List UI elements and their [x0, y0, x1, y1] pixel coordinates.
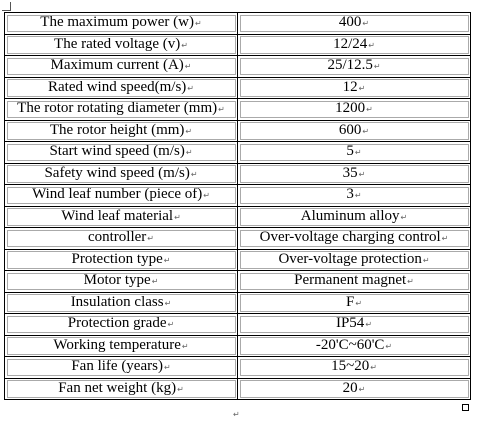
cell-end-mark: ↵: [368, 40, 375, 50]
spec-value: 3: [346, 186, 354, 203]
spec-value: 15~20: [331, 358, 370, 375]
spec-label-cell: [5, 56, 238, 78]
cell-end-mark: ↵: [151, 277, 159, 287]
spec-label-cell: [5, 357, 238, 379]
cell-end-mark: ↵: [181, 40, 188, 50]
cell-end-mark: ↵: [147, 234, 154, 244]
table-row: [5, 335, 471, 357]
spec-label-cell: [5, 142, 238, 164]
spec-label: Rated wind speed(m/s): [47, 78, 187, 95]
spec-label-cell: [5, 228, 238, 250]
table-row: [5, 357, 471, 379]
spec-label: Maximum current (A): [50, 57, 184, 74]
spec-label-cell: [5, 120, 238, 142]
spec-value-cell: [238, 335, 471, 357]
spec-label: Fan net weight (kg): [58, 379, 177, 396]
spec-label: The maximum power (w): [40, 14, 194, 31]
spec-label-cell: [5, 163, 238, 185]
cell-end-mark: ↵: [362, 126, 370, 136]
table-row: [5, 77, 471, 99]
cell-end-mark: ↵: [195, 19, 202, 29]
spec-label: controller: [87, 229, 147, 246]
spec-value: Aluminum alloy: [300, 207, 400, 224]
table-row: [5, 271, 471, 293]
spec-value: -20'C~60'C: [315, 336, 385, 353]
table-row: [5, 292, 471, 314]
spec-label-cell: [5, 13, 238, 35]
cell-end-mark: ↵: [358, 384, 366, 394]
cell-end-mark: ↵: [400, 212, 408, 222]
cell-end-mark: ↵: [365, 320, 373, 330]
spec-value-cell: [238, 357, 471, 379]
spec-label: Fan life (years): [71, 358, 163, 375]
spec-label-cell: [5, 99, 238, 121]
cell-end-mark: ↵: [358, 83, 366, 93]
spec-value: 400: [338, 14, 362, 31]
spec-label-cell: [5, 77, 238, 99]
cell-end-mark: ↵: [358, 169, 366, 179]
spec-value-cell: [238, 34, 471, 56]
cell-end-mark: ↵: [163, 255, 171, 265]
spec-value: 35: [342, 164, 358, 181]
table-row: [5, 56, 471, 78]
spec-value: Over-voltage protection: [278, 250, 422, 267]
spec-value: 5: [346, 143, 354, 160]
spec-label: Start wind speed (m/s): [49, 143, 185, 160]
table-row: [5, 249, 471, 271]
spec-label: The rated voltage (v): [54, 35, 181, 52]
cell-end-mark: ↵: [187, 83, 194, 93]
cell-end-mark: ↵: [190, 169, 198, 179]
cell-end-mark: ↵: [385, 341, 393, 351]
cell-end-mark: ↵: [167, 320, 175, 330]
spec-value: Over-voltage charging control: [259, 229, 441, 246]
spec-value-cell: [238, 271, 471, 293]
spec-value-cell: [238, 163, 471, 185]
table-row: [5, 99, 471, 121]
cell-end-mark: ↵: [218, 105, 225, 115]
spec-label-cell: [5, 335, 238, 357]
spec-label-cell: [5, 206, 238, 228]
spec-label-cell: [5, 314, 238, 336]
table-row: [5, 314, 471, 336]
spec-value-cell: [238, 292, 471, 314]
spec-label: The rotor height (mm): [49, 121, 185, 138]
cell-end-mark: ↵: [163, 363, 171, 373]
spec-label: Safety wind speed (m/s): [44, 164, 190, 181]
paragraph-mark: ↵: [233, 410, 240, 419]
table-resize-handle[interactable]: [462, 404, 469, 411]
table-row: [5, 206, 471, 228]
spec-value-cell: [238, 142, 471, 164]
cell-end-mark: ↵: [366, 105, 373, 115]
spec-value-cell: [238, 206, 471, 228]
table-row: [5, 142, 471, 164]
cell-end-mark: ↵: [181, 341, 189, 351]
table-row: [5, 34, 471, 56]
spec-value-cell: [238, 314, 471, 336]
cell-end-mark: ↵: [441, 234, 449, 244]
spec-label-cell: [5, 271, 238, 293]
cell-end-mark: ↵: [185, 148, 193, 158]
spec-label-cell: [5, 378, 238, 400]
spec-label: Motor type: [83, 272, 151, 289]
cell-end-mark: ↵: [184, 62, 192, 72]
table-row: [5, 13, 471, 35]
spec-value-cell: [238, 56, 471, 78]
spec-value-cell: [238, 249, 471, 271]
spec-table-container: [4, 12, 468, 400]
spec-value: 20: [342, 379, 358, 396]
spec-value-cell: [238, 185, 471, 207]
cell-end-mark: ↵: [354, 148, 362, 158]
spec-label-cell: [5, 292, 238, 314]
cell-end-mark: ↵: [373, 62, 381, 72]
spec-value: 600: [338, 121, 362, 138]
cell-end-mark: ↵: [362, 19, 370, 29]
spec-value: 1200: [335, 100, 366, 117]
spec-label: The rotor rotating diameter (mm): [17, 100, 218, 117]
table-row: [5, 228, 471, 250]
table-row: [5, 163, 471, 185]
spec-value-cell: [238, 77, 471, 99]
spec-value-cell: [238, 378, 471, 400]
table-row: [5, 120, 471, 142]
cell-end-mark: ↵: [354, 191, 362, 201]
spec-value: IP54: [335, 315, 365, 332]
cell-end-mark: ↵: [355, 298, 363, 308]
spec-value-cell: [238, 228, 471, 250]
spec-value-cell: [238, 99, 471, 121]
cell-end-mark: ↵: [174, 212, 181, 222]
cell-end-mark: ↵: [203, 191, 210, 201]
spec-value: 12/24: [333, 35, 368, 52]
cell-end-mark: ↵: [407, 277, 414, 287]
spec-value-cell: [238, 120, 471, 142]
table-row: [5, 185, 471, 207]
spec-table-body: [5, 13, 471, 400]
spec-value: Permanent magnet: [294, 272, 407, 289]
crop-mark: [2, 2, 11, 11]
spec-label: Protection grade: [67, 315, 167, 332]
spec-label: Wind leaf number (piece of): [32, 186, 203, 203]
spec-label: Working temperature: [53, 336, 181, 353]
spec-label: Wind leaf material: [61, 207, 174, 224]
spec-table: [4, 12, 471, 400]
spec-label-cell: [5, 34, 238, 56]
spec-label-cell: [5, 249, 238, 271]
cell-end-mark: ↵: [177, 384, 184, 394]
spec-label-cell: [5, 185, 238, 207]
spec-value: 25/12.5: [327, 57, 373, 74]
cell-end-mark: ↵: [164, 298, 172, 308]
spec-value-cell: [238, 13, 471, 35]
cell-end-mark: ↵: [422, 255, 430, 265]
cell-end-mark: ↵: [370, 363, 377, 373]
spec-label: Insulation class: [70, 293, 164, 310]
spec-value: F: [345, 293, 355, 310]
table-row: [5, 378, 471, 400]
spec-label: Protection type: [71, 250, 163, 267]
cell-end-mark: ↵: [185, 126, 193, 136]
spec-value: 12: [342, 78, 358, 95]
